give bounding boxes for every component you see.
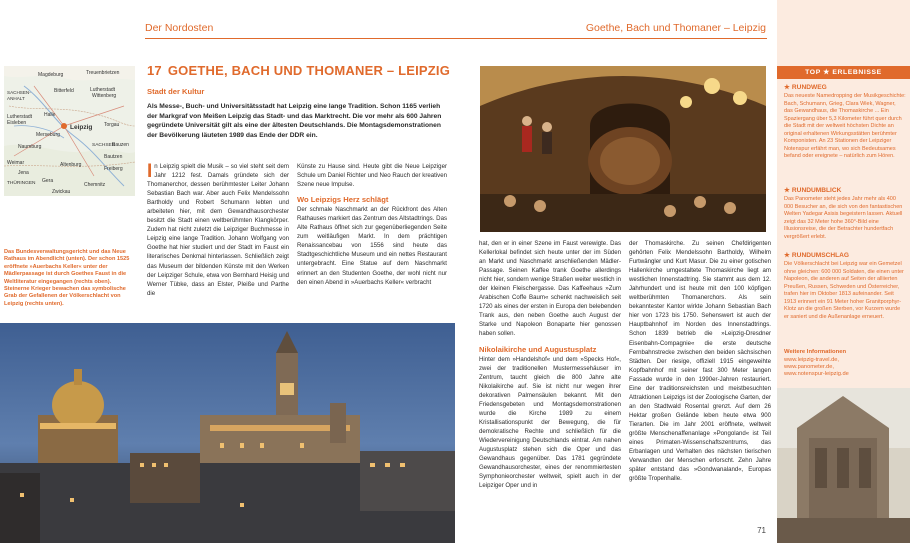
info-link-2[interactable]: www.panometer.de, — [784, 364, 834, 370]
svg-text:ANHALT: ANHALT — [7, 96, 25, 101]
text-column-1 — [147, 162, 289, 298]
photo-leipzig-skyline — [0, 323, 455, 543]
info-link-1[interactable]: www.leipzig-travel.de, — [784, 357, 839, 363]
drop-cap: I — [147, 161, 153, 182]
sidebar-item-rundweg-title: ★ RUNDWEG — [784, 84, 827, 91]
chapter-number: 17 — [147, 63, 162, 78]
sidebar-item-rundweg-text: Das neueste Namedropping der Musikgeschichte: Bach, Schumann, Grieg, Clara Wiek, Wagner, das Gewandhaus, die Thomaskirche ... Ein Spaziergang über 5,3 Kilometer führt quer durch die Stadt mit der weltweit höchsten Dichte an original erhaltenen Wirkungsstätten berühmter Komponisten. An 23 Stationen der Leipziger Notenspur erfährt man, wo sich Bedeutsames befand oder ereignete – natürlich zum Hören. — [784, 93, 906, 160]
svg-text:Freiberg: Freiberg — [104, 166, 123, 172]
star-icon: ★ — [784, 252, 790, 259]
text-column-4 — [629, 239, 771, 483]
photo-auerbachs-keller — [480, 66, 766, 232]
chapter-title-text: GOETHE, BACH UND THOMANER – LEIPZIG — [167, 63, 451, 78]
text-column-3 — [479, 239, 621, 490]
svg-text:Eisleben: Eisleben — [7, 120, 27, 126]
subheading-stadt-der-kultur: Stadt der Kultur — [147, 87, 205, 96]
column-2-text-a: Künste zu Hause sind. Heute gibt die Neue Leipziger Schule um Daniel Richter und Neo Rauch der kreativen Szene neue Impulse. — [297, 163, 447, 189]
svg-text:Chemnitz: Chemnitz — [84, 182, 106, 188]
column-3-text-b: Hinter dem »Handelshof« und dem »Specks Hof«, zwei der traditionellen Mustermessehäuser im Zentrum, taucht gleich die 800 Jahre alte Nikolaikirche auf. Sie ist nicht nur wegen ihrer dekorativen Palmensäulen bekannt. Mit den Friedensgebeten und Montagsdemonstrationen wurde die Kirche 1989 zu einem Kristallisationspunkt der Bewegung, die für demokratische Rechte und schließlich für die Wiedervereinigung Deutschlands eintrat. Am nahen Augustusplatz stehen sich die Oper und das Gewandhaus gegenüber. Das 1781 gegründete Gewandhausorchester, eines der renommiertesten Symphonieorchester weltweit, spielt auch in der Leipziger Oper und in — [479, 355, 621, 490]
top-experiences-sidebar — [777, 0, 910, 543]
svg-text:Lutherstadt: Lutherstadt — [7, 114, 33, 120]
map-graphic — [4, 66, 135, 196]
sidebar-item-rundumschlag-title: ★ RUNDUMSCHLAG — [784, 252, 850, 259]
svg-text:Bauzen: Bauzen — [112, 142, 129, 148]
svg-text:THÜRINGEN: THÜRINGEN — [7, 181, 36, 186]
svg-text:Altenburg: Altenburg — [60, 162, 82, 168]
svg-text:Lutherstadt: Lutherstadt — [90, 87, 116, 93]
svg-text:Naumburg: Naumburg — [18, 144, 42, 150]
column-4-text: der Thomaskirche. Zu seinen Chefdirigenten gehörten Felix Mendelssohn Bartholdy, Wilhelm Furtwängler und Kurt Masur. Die zu einer gotischen Hallenkirche umgestaltete Thomaskirche liegt am westlichen Innenstadtring. Sie stammt aus dem 12. Jahrhundert und ist heute mit den 100 köpfigen weltberühmten Thomanerchors. Als sein bekanntester Kantor wirkte Johann Sebastian Bach hier von 1723 bis 1750. Sehenswert ist auch der Hauptbahnhof im Norden des Innenstadtrings. Schon 1839 betrieb die »Leipzig-Dresdner Eisenbahn-Compagnie« die erste deutsche Fernbahnstrecke zwischen den beiden sächsischen Städten. Der riesige, offiziell 1915 eingeweihte Kopfbahnhof mit seiner fast 300 Meter langen Fassade wurde in den 1990er-Jahren restauriert. Eine der traditionsreichsten und meistbesuchten Attraktionen Leipzigs ist der Zoologische Garten, der an den Stadtwald Rosental grenzt. Auf dem 26 Hektar großen Gelände leben heute etwa 900 Tierarten. Die im Jahr 2001 eröffnete, weltweit größte Menschenaffenanlage »Pongoland« ist Teil eines Primaten-Wissenschaftszentrums, das Erbanlagen und Verhalten des nächsten tierischen Verwandten der Menschen erforscht. Zehn Jahre später entstand das »Gondwanaland«, Europas größte Tropenhalle. — [629, 240, 771, 483]
sidebar-item-rundumschlag-text: Die Völkerschlacht bei Leipzig war ein Gemetzel ohne gleichen: 600 000 Soldaten, die einen unter Napoleon, die anderen auf Seiten der alliierten Preußen, Russen, Schweden und Österreicher, trafen hier im Oktober 1813 aufeinander. Seit 1913 erinnert ein 91 Meter hoher Granitporphyr-Klotz an die großen Sterben, vor Kurzem wurde er saniert und die Außenanlage erneuert. — [784, 261, 904, 320]
svg-text:Wittenberg: Wittenberg — [92, 93, 117, 99]
sidebar-heading: TOP ★ ERLEBNISSE — [777, 66, 910, 79]
lead-paragraph: Als Messe-, Buch- und Universitätsstadt hat Leipzig eine lange Tradition. Schon 1165 verlieh der Markgraf von Meißen Leipzig das Stadt- und das Marktrecht. Die vor mehr als 600 Jahren gegründete Universität gilt als eine der ältesten Deutschlands. Die Montagsdemonstrationen der Bevölkerung läuteten 1989 das Ende der DDR ein. — [147, 103, 442, 139]
sidebar-item-rundumblick-title: ★ RUNDUMBLICK — [784, 187, 842, 194]
more-info-heading: Weitere Informationen — [784, 349, 847, 355]
svg-text:SACHSEN: SACHSEN — [92, 143, 116, 148]
subheading-nikolaikirche: Nikolaikirche und Augustusplatz — [479, 344, 597, 354]
svg-text:Leipzig: Leipzig — [70, 124, 93, 131]
star-icon: ★ — [784, 187, 790, 194]
svg-text:Weimar: Weimar — [7, 160, 25, 166]
svg-text:Gera: Gera — [42, 178, 54, 184]
svg-text:Treuenbrietzen: Treuenbrietzen — [86, 70, 120, 76]
photo-caption: Das Bundesverwaltungsgericht und das Neue Rathaus im Abendlicht (unten). Der schon 1525 eröffnete »Auerbachs Keller« unter der Mädlerpassage ist durch Goethes Faust in die Weltliteratur eingegangen (rechts oben). Steinerne Krieger bewachen das symbolische Grab der Gefallenen der Völkerschlacht von Leipzig (rechts unten). — [4, 249, 130, 307]
svg-text:Torgau: Torgau — [104, 122, 120, 128]
column-1-text: n Leipzig spielt die Musik – so viel steht seit dem Jahr 1212 fest. Damals gründete sich der Thomanerchor, dessen berühmtester Leiter Johann Sebastian Bach war. Aber auch Felix Mendelssohn Bartholdy und Robert Schumann lebten und arbeiteten hier, mit dem Gewandhausorchester besitzt die Stadt einen weltberühmten Klangkörper. Zudem hat nicht zuletzt die Leipziger Buchmesse in Leipzig eine lange Tradition. Johann Wolfgang von Goethe hat hier studiert und der Stadt im Faust ein literarisches Denkmal hinterlassen. Schließlich zeigt das Museum der bildenden Künste mit den Werken der Leipziger Schule, etwa von Bernhard Heisig und Werner Tübke, dass an Elster, Pleiße und Parthe die — [147, 163, 289, 297]
subheading-leipzigs-herz: Wo Leipzigs Herz schlägt — [297, 195, 389, 205]
svg-text:Merseburg: Merseburg — [36, 132, 60, 138]
svg-text:Jena: Jena — [18, 170, 29, 176]
star-icon: ★ — [784, 84, 790, 91]
svg-text:Zwickau: Zwickau — [52, 189, 71, 195]
column-2-text-b: Der schmale Naschmarkt an der Rückfront des Alten Rathauses markiert das Zentrum des Altstadtrings. Das Alte Rathaus öffnet sich zur gegenüberliegenden Seite zum weitläufigen Markt. In dem prächtigen Renaissancebau von 1556 sind heute das Stadtgeschichtliche Museum und ein nettes Restaurant untergebracht. Eine Statue auf dem Naschmarkt erinnert an den Studenten Goethe, der wohl nicht nur den einen Abend in »Auerbachs Keller« verbracht — [297, 206, 447, 286]
leipzig-marker — [61, 123, 67, 129]
header-rule-left — [145, 38, 455, 39]
header-rule-right — [455, 38, 767, 39]
text-column-2 — [297, 162, 447, 287]
svg-text:SACHSEN-: SACHSEN- — [7, 90, 31, 95]
chapter-title — [147, 63, 450, 78]
column-3-text-a: hat, den er in einer Szene im Faust verewigte. Das Kellerlokal befindet sich heute unter der im Süden an Markt und Naschmarkt anschließenden Mädler-Passage. Seinen Kaffee trank Goethe allerdings nicht hier, sondern wenige Straßen weiter westlich in der kleinen Fleischergasse. Das Kaffeehaus »Zum Arabischen Coffe Baum« schenkt nachweislich seit 1720 als eines der ersten in Europa den belebenden Trank aus, den neben Goethe auch August der Starke und Napoleon Bonaparte hier genossen haben sollen. — [479, 240, 621, 338]
running-head-right: Goethe, Bach und Thomaner – Leipzig — [585, 22, 766, 34]
svg-text:Bautzen: Bautzen — [104, 154, 123, 160]
region-map — [4, 66, 135, 196]
sidebar-item-rundumblick-text: Das Panometer steht jedes Jahr mehr als 400 000 Besucher an, die sich von den fantastischen Welten Yadegar Asisis begeistern lassen. Aktuell zeigt das 32 Meter hohe 360°-Bild eine Illusionsreise, die der Betrachter hundertfach vergrößert erlebt. — [784, 196, 903, 240]
svg-text:Bitterfeld: Bitterfeld — [54, 88, 74, 94]
photo-voelkerschlachtdenkmal — [777, 388, 910, 543]
running-head-left: Der Nordosten — [145, 22, 214, 34]
page-number: 71 — [757, 526, 766, 535]
svg-text:Halle: Halle — [44, 112, 56, 118]
info-link-3[interactable]: www.notenspur-leipzig.de — [784, 371, 849, 377]
svg-text:Magdeburg: Magdeburg — [38, 72, 64, 78]
